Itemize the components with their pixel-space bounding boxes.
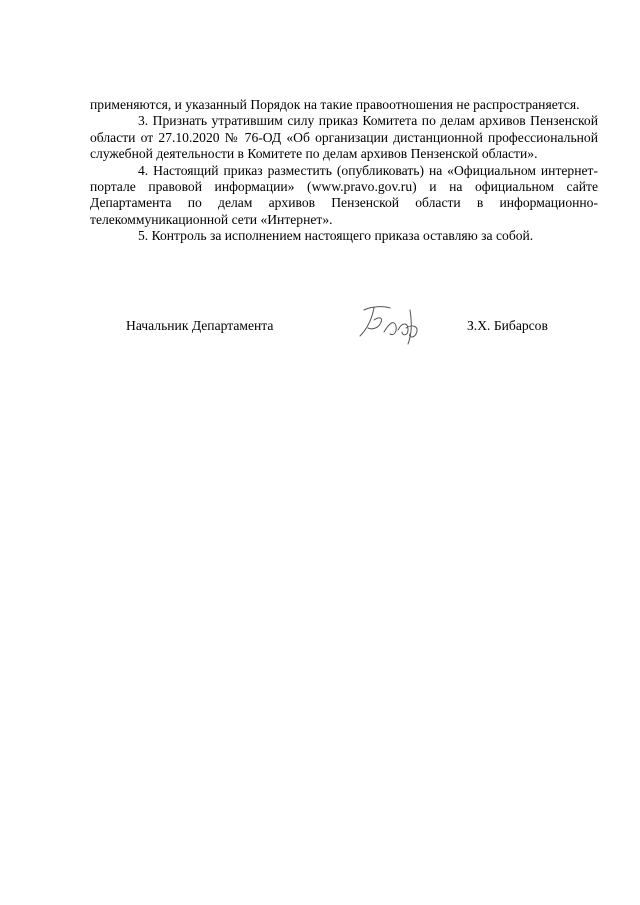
handwritten-signature (350, 302, 430, 350)
document-body (90, 97, 598, 245)
signatory-name: З.Х. Бибарсов (467, 318, 548, 333)
paragraph-item-3: 3. Признать утратившим силу приказ Комитета по делам архивов Пензенской области от 27.10.2020 № 76-ОД «Об организации дистанционной профессиональной служебной деятельности в Комитете по делам архивов Пензенской области». (90, 113, 598, 162)
paragraph-item-5: 5. Контроль за исполнением настоящего приказа оставляю за собой. (138, 228, 534, 244)
signature-block (0, 318, 640, 368)
paragraph-item-4: 4. Настоящий приказ разместить (опубликовать) на «Официальном интернет-портале правовой информации» (www.pravo.gov.ru) и на официальном сайте Департамента по делам архивов Пензенской области в информационно-телекоммуникационной сети «Интернет». (90, 162, 598, 227)
signatory-position: Начальник Департамента (126, 318, 274, 333)
paragraph-continuation: применяются, и указанный Порядок на такие правоотношения не распространяется. (90, 97, 580, 112)
